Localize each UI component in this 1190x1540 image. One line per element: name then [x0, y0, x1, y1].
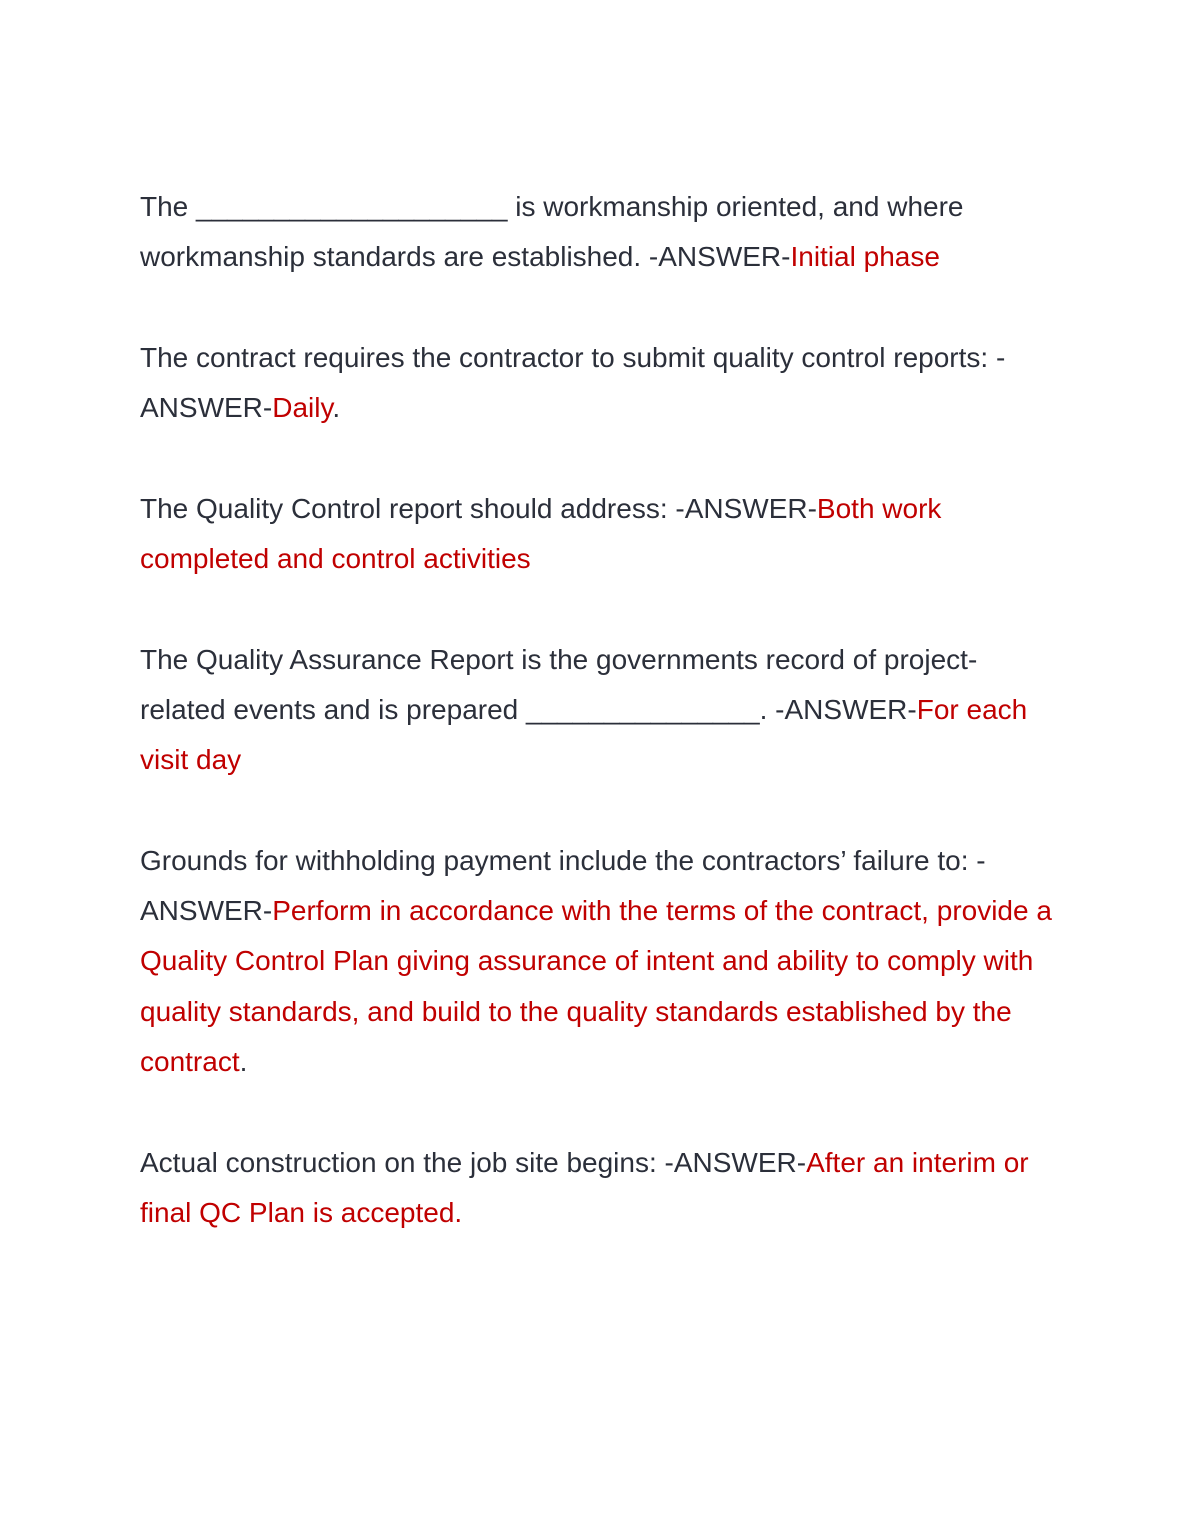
answer-tail: .: [239, 1046, 248, 1078]
answer-text: Perform in accordance with the terms of the contract, provide a Quality Control Plan giving assurance of intent and ability to comply with quality standards, and build to the quality standards established by the contract: [140, 895, 1052, 1078]
question-text: The ____________________ is workmanship oriented, and where workmanship standards are established. -ANSWER-: [140, 191, 964, 273]
answer-tail: .: [332, 392, 341, 424]
question-text: The contract requires the contractor to submit quality control reports: -ANSWER-: [140, 341, 1006, 424]
answer-text: For each visit day: [140, 693, 1028, 776]
qa-item-qc-reports: [140, 333, 1060, 434]
question-text: Grounds for withholding payment include the contractors’ failure to: -ANSWER-: [140, 844, 986, 927]
qa-item-qc-report-address: [140, 484, 1060, 585]
answer-text: Initial phase: [790, 241, 940, 273]
qa-item-construction-begins: [140, 1138, 1060, 1239]
document-page: [140, 182, 1060, 1289]
answer-text: Daily: [272, 392, 333, 424]
qa-item-withholding-payment: [140, 836, 1060, 1087]
question-text: The Quality Assurance Report is the governments record of project-related events and is prepared _______________. -ANSWER-: [140, 643, 978, 725]
answer-text: After an interim or final QC Plan is accepted.: [140, 1146, 1029, 1228]
answer-text: Both work completed and control activities: [140, 492, 942, 575]
qa-item-qa-report: [140, 635, 1060, 786]
question-text: Actual construction on the job site begins: -ANSWER-: [140, 1146, 807, 1178]
question-text: The Quality Control report should address: -ANSWER-: [140, 492, 817, 524]
qa-item-initial-phase: [140, 182, 1060, 283]
